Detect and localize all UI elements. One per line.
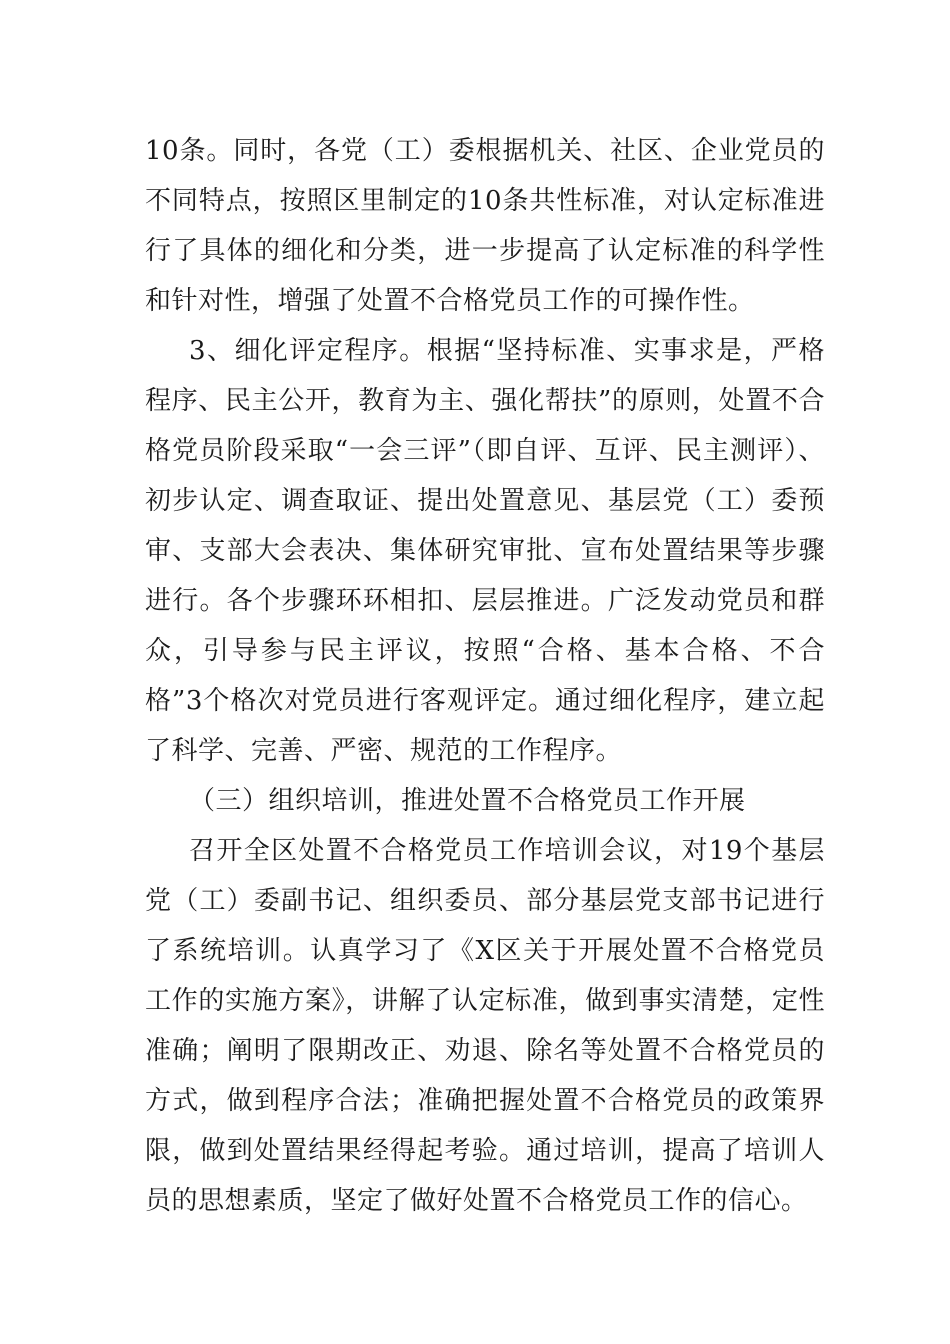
document-body — [145, 126, 825, 1226]
paragraph-criteria-continuation: 10条。同时，各党（工）委根据机关、社区、企业党员的不同特点，按照区里制定的10条共性标准，对认定标准进行了具体的细化和分类，进一步提高了认定标准的科学性和针对性，增强了处置不合格党员工作的可操作性。 — [145, 136, 825, 316]
paragraph-training-meeting: 召开全区处置不合格党员工作培训会议，对19个基层党（工）委副书记、组织委员、部分基层党支部书记进行了系统培训。认真学习了《X区关于开展处置不合格党员工作的实施方案》，讲解了认定标准，做到事实清楚，定性准确；阐明了限期改正、劝退、除名等处置不合格党员的方式，做到程序合法；准确把握处置不合格党员的政策界限，做到处置结果经得起考验。通过培训，提高了培训人员的思想素质，坚定了做好处置不合格党员工作的信心。 — [145, 836, 825, 1216]
section-heading-training: （三）组织培训，推进处置不合格党员工作开展 — [189, 786, 746, 816]
paragraph-evaluation-procedure: 3、细化评定程序。根据“坚持标准、实事求是，严格程序、民主公开，教育为主、强化帮扶”的原则，处置不合格党员阶段采取“一会三评”（即自评、互评、民主测评）、初步认定、调查取证、提出处置意见、基层党（工）委预审、支部大会表决、集体研究审批、宣布处置结果等步骤进行。各个步骤环环相扣、层层推进。广泛发动党员和群众，引导参与民主评议，按照“合格、基本合格、不合格”3个格次对党员进行客观评定。通过细化程序，建立起了科学、完善、严密、规范的工作程序。 — [145, 336, 825, 766]
